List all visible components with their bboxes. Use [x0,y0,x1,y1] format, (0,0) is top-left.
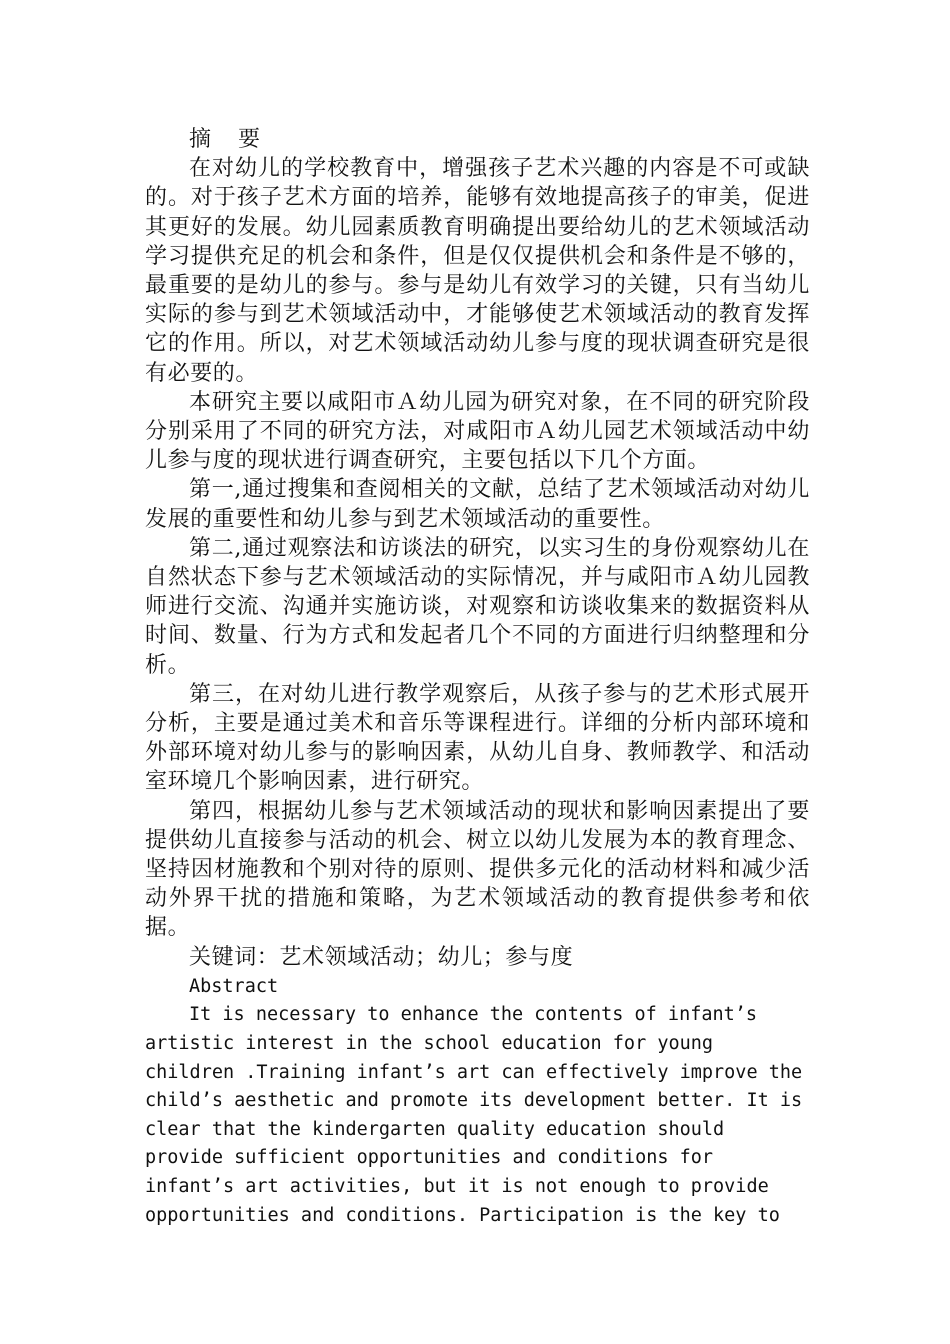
abstract-cn-paragraph-2: 本研究主要以咸阳市Ａ幼儿园为研究对象，在不同的研究阶段分别采用了不同的研究方法，对咸阳市Ａ幼儿园艺术领域活动中幼儿参与度的现状进行调查研究，主要包括以下几个方面。 [145,389,810,474]
abstract-cn-paragraph-6: 第四，根据幼儿参与艺术领域活动的现状和影响因素提出了要提供幼儿直接参与活动的机会、树立以幼儿发展为本的教育理念、坚持因材施教和个别对待的原则、提供多元化的活动材料和减少活动外界干扰的措施和策略，为艺术领域活动的教育提供参考和依据。 [145,798,810,941]
abstract-en-heading: Abstract [189,975,279,997]
abstract-cn-heading: 摘 要 [189,127,270,152]
abstract-cn-paragraph-4: 第二,通过观察法和访谈法的研究，以实习生的身份观察幼儿在自然状态下参与艺术领域活动的实际情况，并与咸阳市Ａ幼儿园教师进行交流、沟通并实施访谈，对观察和访谈收集来的数据资料从时间、数量、行为方式和发起者几个不同的方面进行归纳整理和分析。 [145,535,810,678]
abstract-cn-paragraph-3: 第一,通过搜集和查阅相关的文献，总结了艺术领域活动对幼儿发展的重要性和幼儿参与到艺术领域活动的重要性。 [145,477,810,532]
abstract-cn-paragraph-5: 第三，在对幼儿进行教学观察后，从孩子参与的艺术形式展开分析，主要是通过美术和音乐等课程进行。详细的分析内部环境和外部环境对幼儿参与的影响因素，从幼儿自身、教师教学、和活动室环境几个影响因素，进行研究。 [145,681,810,795]
abstract-en-paragraph: It is necessary to enhance the contents of infant’s artistic interest in the school education for young children .Training infant’s art can effectively improve the child’s aesthetic and promote its development better. It is clear that the kindergarten quality education should provide sufficient opportunities and conditions for infant’s art activities, but it is not enough to provide opportunities and conditions. Participation is the key to [145,1004,803,1226]
document-body [145,125,810,1230]
abstract-cn-paragraph-1: 在对幼儿的学校教育中，增强孩子艺术兴趣的内容是不可或缺的。对于孩子艺术方面的培养，能够有效地提高孩子的审美，促进其更好的发展。幼儿园素质教育明确提出要给幼儿的艺术领域活动学习提供充足的机会和条件，但是仅仅提供机会和条件是不够的，最重要的是幼儿的参与。参与是幼儿有效学习的关键，只有当幼儿实际的参与到艺术领域活动中，才能够使艺术领域活动的教育发挥它的作用。所以，对艺术领域活动幼儿参与度的现状调查研究是很有必要的。 [145,156,810,386]
keywords-cn: 关键词：艺术领域活动；幼儿；参与度 [189,944,574,970]
